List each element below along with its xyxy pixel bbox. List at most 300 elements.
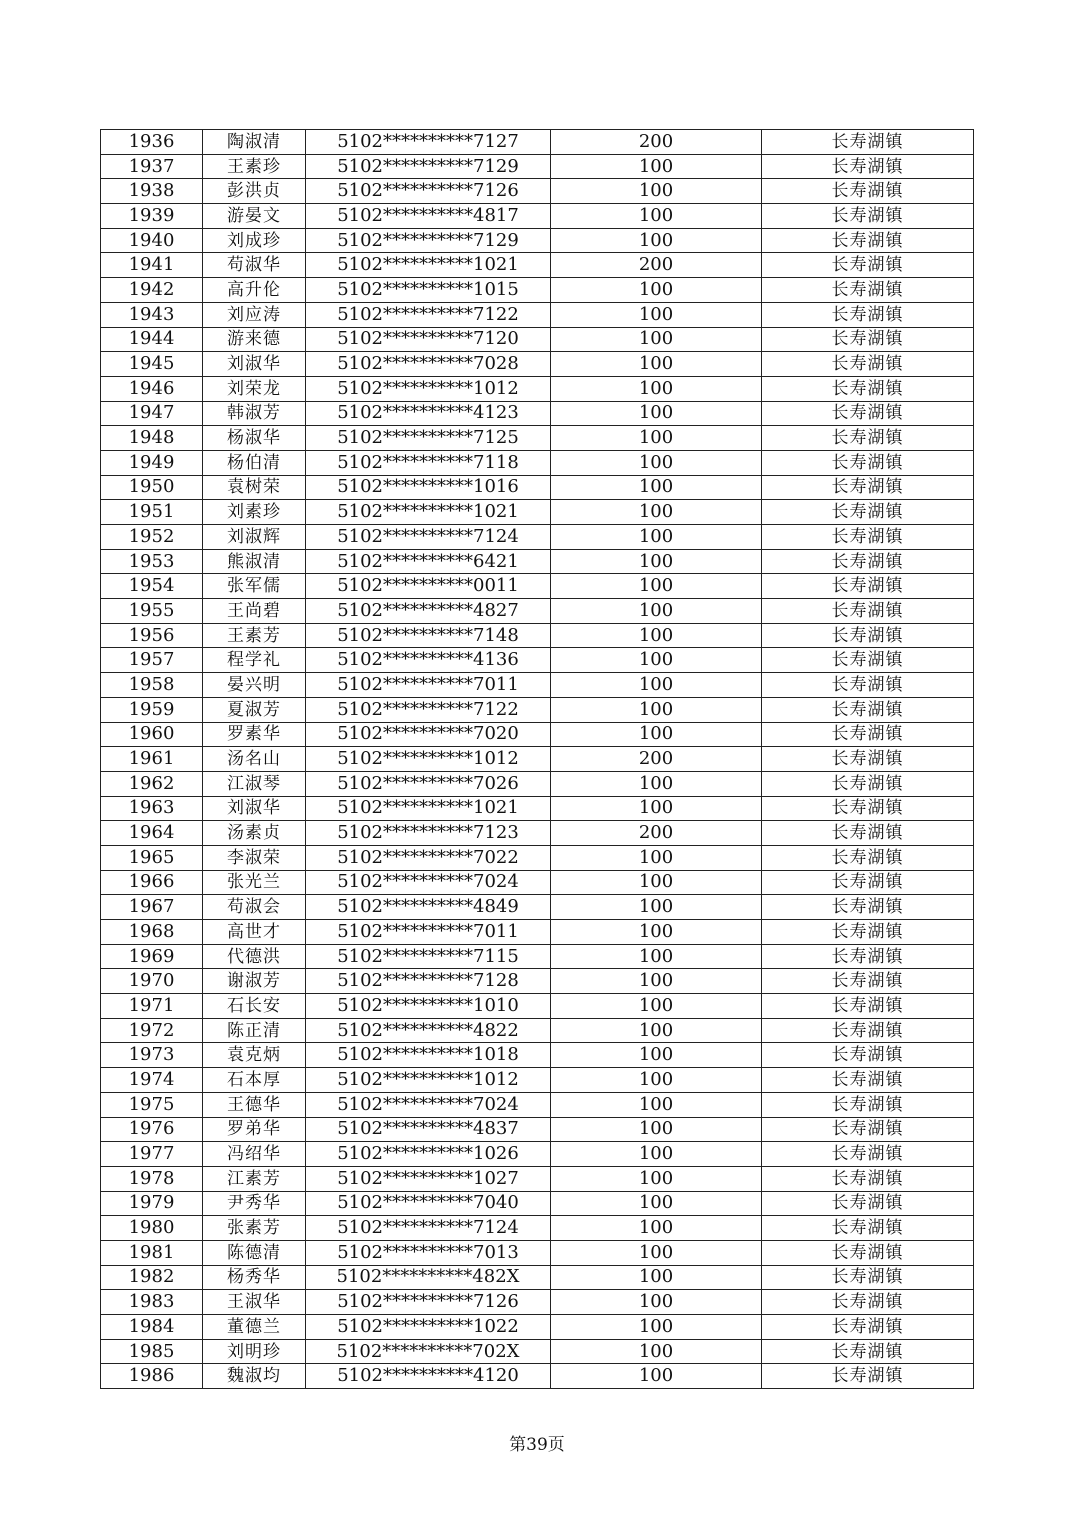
name-cell: 刘荣龙 [203, 376, 306, 401]
name-cell: 刘淑华 [203, 352, 306, 377]
name-cell: 张素芳 [203, 1216, 306, 1241]
table-row [101, 450, 974, 475]
id-number-cell: 5102**********4136 [306, 648, 551, 673]
name-cell: 程学礼 [203, 648, 306, 673]
row-number-cell: 1974 [101, 1068, 203, 1093]
id-number-cell: 5102**********702X [306, 1339, 551, 1364]
table-row [101, 426, 974, 451]
roster-table-body [101, 130, 974, 1389]
row-number-cell: 1977 [101, 1142, 203, 1167]
table-row [101, 302, 974, 327]
town-cell: 长寿湖镇 [762, 1364, 974, 1389]
amount-cell: 100 [551, 969, 762, 994]
town-cell: 长寿湖镇 [762, 450, 974, 475]
amount-cell: 100 [551, 278, 762, 303]
row-number-cell: 1940 [101, 228, 203, 253]
id-number-cell: 5102**********7122 [306, 697, 551, 722]
name-cell: 李淑荣 [203, 845, 306, 870]
name-cell: 王素珍 [203, 154, 306, 179]
amount-cell: 100 [551, 1290, 762, 1315]
town-cell: 长寿湖镇 [762, 1018, 974, 1043]
id-number-cell: 5102**********4849 [306, 895, 551, 920]
row-number-cell: 1963 [101, 796, 203, 821]
table-row [101, 204, 974, 229]
table-row [101, 1191, 974, 1216]
town-cell: 长寿湖镇 [762, 1043, 974, 1068]
amount-cell: 100 [551, 648, 762, 673]
town-cell: 长寿湖镇 [762, 179, 974, 204]
amount-cell: 100 [551, 1240, 762, 1265]
name-cell: 苟淑会 [203, 895, 306, 920]
table-row [101, 920, 974, 945]
town-cell: 长寿湖镇 [762, 771, 974, 796]
id-number-cell: 5102**********482X [306, 1265, 551, 1290]
town-cell: 长寿湖镇 [762, 204, 974, 229]
table-row [101, 969, 974, 994]
row-number-cell: 1979 [101, 1191, 203, 1216]
name-cell: 杨淑华 [203, 426, 306, 451]
row-number-cell: 1981 [101, 1240, 203, 1265]
id-number-cell: 5102**********4822 [306, 1018, 551, 1043]
row-number-cell: 1941 [101, 253, 203, 278]
row-number-cell: 1951 [101, 500, 203, 525]
id-number-cell: 5102**********7013 [306, 1240, 551, 1265]
name-cell: 夏淑芳 [203, 697, 306, 722]
table-row [101, 1117, 974, 1142]
amount-cell: 100 [551, 401, 762, 426]
town-cell: 长寿湖镇 [762, 1191, 974, 1216]
table-row [101, 895, 974, 920]
name-cell: 代德洪 [203, 944, 306, 969]
row-number-cell: 1975 [101, 1092, 203, 1117]
id-number-cell: 5102**********7126 [306, 1290, 551, 1315]
amount-cell: 100 [551, 1092, 762, 1117]
row-number-cell: 1980 [101, 1216, 203, 1241]
id-number-cell: 5102**********4827 [306, 599, 551, 624]
town-cell: 长寿湖镇 [762, 747, 974, 772]
amount-cell: 100 [551, 1166, 762, 1191]
id-number-cell: 5102**********1022 [306, 1315, 551, 1340]
amount-cell: 200 [551, 253, 762, 278]
town-cell: 长寿湖镇 [762, 599, 974, 624]
name-cell: 汤素贞 [203, 821, 306, 846]
town-cell: 长寿湖镇 [762, 796, 974, 821]
id-number-cell: 5102**********7022 [306, 845, 551, 870]
row-number-cell: 1986 [101, 1364, 203, 1389]
amount-cell: 100 [551, 1117, 762, 1142]
id-number-cell: 5102**********1021 [306, 253, 551, 278]
row-number-cell: 1948 [101, 426, 203, 451]
row-number-cell: 1949 [101, 450, 203, 475]
row-number-cell: 1971 [101, 994, 203, 1019]
amount-cell: 100 [551, 1315, 762, 1340]
table-row [101, 673, 974, 698]
town-cell: 长寿湖镇 [762, 870, 974, 895]
table-row [101, 475, 974, 500]
row-number-cell: 1966 [101, 870, 203, 895]
town-cell: 长寿湖镇 [762, 1166, 974, 1191]
amount-cell: 100 [551, 302, 762, 327]
town-cell: 长寿湖镇 [762, 228, 974, 253]
table-row [101, 574, 974, 599]
row-number-cell: 1968 [101, 920, 203, 945]
table-row [101, 549, 974, 574]
town-cell: 长寿湖镇 [762, 352, 974, 377]
id-number-cell: 5102**********7129 [306, 228, 551, 253]
id-number-cell: 5102**********7026 [306, 771, 551, 796]
amount-cell: 100 [551, 1339, 762, 1364]
town-cell: 长寿湖镇 [762, 130, 974, 155]
town-cell: 长寿湖镇 [762, 994, 974, 1019]
row-number-cell: 1985 [101, 1339, 203, 1364]
table-row [101, 154, 974, 179]
name-cell: 谢淑芳 [203, 969, 306, 994]
table-row [101, 525, 974, 550]
town-cell: 长寿湖镇 [762, 549, 974, 574]
row-number-cell: 1964 [101, 821, 203, 846]
town-cell: 长寿湖镇 [762, 821, 974, 846]
id-number-cell: 5102**********1021 [306, 500, 551, 525]
id-number-cell: 5102**********7123 [306, 821, 551, 846]
amount-cell: 100 [551, 994, 762, 1019]
row-number-cell: 1939 [101, 204, 203, 229]
amount-cell: 100 [551, 179, 762, 204]
row-number-cell: 1938 [101, 179, 203, 204]
name-cell: 杨伯清 [203, 450, 306, 475]
amount-cell: 100 [551, 1191, 762, 1216]
id-number-cell: 5102**********7011 [306, 920, 551, 945]
town-cell: 长寿湖镇 [762, 574, 974, 599]
row-number-cell: 1936 [101, 130, 203, 155]
table-row [101, 870, 974, 895]
name-cell: 刘应涛 [203, 302, 306, 327]
row-number-cell: 1984 [101, 1315, 203, 1340]
town-cell: 长寿湖镇 [762, 1240, 974, 1265]
town-cell: 长寿湖镇 [762, 895, 974, 920]
town-cell: 长寿湖镇 [762, 376, 974, 401]
table-row [101, 376, 974, 401]
town-cell: 长寿湖镇 [762, 1216, 974, 1241]
amount-cell: 100 [551, 771, 762, 796]
row-number-cell: 1950 [101, 475, 203, 500]
row-number-cell: 1956 [101, 623, 203, 648]
row-number-cell: 1947 [101, 401, 203, 426]
town-cell: 长寿湖镇 [762, 1092, 974, 1117]
row-number-cell: 1976 [101, 1117, 203, 1142]
amount-cell: 100 [551, 549, 762, 574]
amount-cell: 100 [551, 204, 762, 229]
row-number-cell: 1962 [101, 771, 203, 796]
town-cell: 长寿湖镇 [762, 697, 974, 722]
amount-cell: 100 [551, 154, 762, 179]
id-number-cell: 5102**********7011 [306, 673, 551, 698]
town-cell: 长寿湖镇 [762, 302, 974, 327]
town-cell: 长寿湖镇 [762, 1117, 974, 1142]
table-row [101, 1364, 974, 1389]
name-cell: 尹秀华 [203, 1191, 306, 1216]
row-number-cell: 1952 [101, 525, 203, 550]
amount-cell: 100 [551, 1018, 762, 1043]
amount-cell: 100 [551, 1216, 762, 1241]
name-cell: 刘明珍 [203, 1339, 306, 1364]
table-row [101, 1142, 974, 1167]
table-row [101, 1290, 974, 1315]
name-cell: 熊淑清 [203, 549, 306, 574]
table-row [101, 994, 974, 1019]
amount-cell: 200 [551, 821, 762, 846]
row-number-cell: 1953 [101, 549, 203, 574]
name-cell: 陶淑清 [203, 130, 306, 155]
table-row [101, 130, 974, 155]
name-cell: 冯绍华 [203, 1142, 306, 1167]
town-cell: 长寿湖镇 [762, 920, 974, 945]
amount-cell: 100 [551, 376, 762, 401]
name-cell: 王素芳 [203, 623, 306, 648]
name-cell: 石长安 [203, 994, 306, 1019]
name-cell: 彭洪贞 [203, 179, 306, 204]
table-row [101, 352, 974, 377]
table-row [101, 1068, 974, 1093]
table-row [101, 722, 974, 747]
amount-cell: 100 [551, 920, 762, 945]
town-cell: 长寿湖镇 [762, 623, 974, 648]
row-number-cell: 1954 [101, 574, 203, 599]
id-number-cell: 5102**********1015 [306, 278, 551, 303]
name-cell: 高世才 [203, 920, 306, 945]
amount-cell: 100 [551, 500, 762, 525]
town-cell: 长寿湖镇 [762, 1142, 974, 1167]
amount-cell: 100 [551, 1068, 762, 1093]
town-cell: 长寿湖镇 [762, 1315, 974, 1340]
table-row [101, 821, 974, 846]
name-cell: 苟淑华 [203, 253, 306, 278]
amount-cell: 100 [551, 845, 762, 870]
town-cell: 长寿湖镇 [762, 648, 974, 673]
name-cell: 张光兰 [203, 870, 306, 895]
id-number-cell: 5102**********7120 [306, 327, 551, 352]
id-number-cell: 5102**********1012 [306, 376, 551, 401]
id-number-cell: 5102**********7129 [306, 154, 551, 179]
name-cell: 王淑华 [203, 1290, 306, 1315]
table-row [101, 944, 974, 969]
name-cell: 魏淑均 [203, 1364, 306, 1389]
name-cell: 袁克炳 [203, 1043, 306, 1068]
id-number-cell: 5102**********1026 [306, 1142, 551, 1167]
row-number-cell: 1946 [101, 376, 203, 401]
name-cell: 杨秀华 [203, 1265, 306, 1290]
id-number-cell: 5102**********4120 [306, 1364, 551, 1389]
amount-cell: 100 [551, 722, 762, 747]
name-cell: 韩淑芳 [203, 401, 306, 426]
amount-cell: 100 [551, 475, 762, 500]
name-cell: 江素芳 [203, 1166, 306, 1191]
name-cell: 王德华 [203, 1092, 306, 1117]
table-row [101, 278, 974, 303]
row-number-cell: 1967 [101, 895, 203, 920]
amount-cell: 100 [551, 352, 762, 377]
town-cell: 长寿湖镇 [762, 401, 974, 426]
town-cell: 长寿湖镇 [762, 969, 974, 994]
name-cell: 张军儒 [203, 574, 306, 599]
name-cell: 刘素珍 [203, 500, 306, 525]
id-number-cell: 5102**********1021 [306, 796, 551, 821]
id-number-cell: 5102**********7148 [306, 623, 551, 648]
town-cell: 长寿湖镇 [762, 525, 974, 550]
id-number-cell: 5102**********0011 [306, 574, 551, 599]
id-number-cell: 5102**********7024 [306, 1092, 551, 1117]
id-number-cell: 5102**********4817 [306, 204, 551, 229]
row-number-cell: 1969 [101, 944, 203, 969]
table-row [101, 1265, 974, 1290]
id-number-cell: 5102**********1012 [306, 747, 551, 772]
town-cell: 长寿湖镇 [762, 278, 974, 303]
amount-cell: 100 [551, 426, 762, 451]
id-number-cell: 5102**********7040 [306, 1191, 551, 1216]
table-row [101, 1166, 974, 1191]
amount-cell: 100 [551, 673, 762, 698]
id-number-cell: 5102**********7020 [306, 722, 551, 747]
name-cell: 汤名山 [203, 747, 306, 772]
table-row [101, 179, 974, 204]
amount-cell: 100 [551, 623, 762, 648]
id-number-cell: 5102**********7124 [306, 1216, 551, 1241]
id-number-cell: 5102**********1012 [306, 1068, 551, 1093]
row-number-cell: 1944 [101, 327, 203, 352]
name-cell: 袁树荣 [203, 475, 306, 500]
row-number-cell: 1970 [101, 969, 203, 994]
row-number-cell: 1965 [101, 845, 203, 870]
amount-cell: 100 [551, 796, 762, 821]
town-cell: 长寿湖镇 [762, 673, 974, 698]
town-cell: 长寿湖镇 [762, 500, 974, 525]
table-row [101, 327, 974, 352]
amount-cell: 100 [551, 327, 762, 352]
amount-cell: 100 [551, 228, 762, 253]
table-row [101, 228, 974, 253]
town-cell: 长寿湖镇 [762, 1265, 974, 1290]
name-cell: 晏兴明 [203, 673, 306, 698]
table-row [101, 771, 974, 796]
table-row [101, 796, 974, 821]
page-number: 第39页 [509, 1435, 565, 1455]
row-number-cell: 1972 [101, 1018, 203, 1043]
id-number-cell: 5102**********1027 [306, 1166, 551, 1191]
table-row [101, 1018, 974, 1043]
row-number-cell: 1945 [101, 352, 203, 377]
table-row [101, 253, 974, 278]
amount-cell: 100 [551, 574, 762, 599]
name-cell: 王尚碧 [203, 599, 306, 624]
town-cell: 长寿湖镇 [762, 426, 974, 451]
name-cell: 高升伦 [203, 278, 306, 303]
name-cell: 董德兰 [203, 1315, 306, 1340]
table-row [101, 697, 974, 722]
roster-table [100, 129, 974, 1389]
name-cell: 刘淑辉 [203, 525, 306, 550]
row-number-cell: 1978 [101, 1166, 203, 1191]
name-cell: 陈正清 [203, 1018, 306, 1043]
name-cell: 江淑琴 [203, 771, 306, 796]
amount-cell: 200 [551, 130, 762, 155]
id-number-cell: 5102**********7127 [306, 130, 551, 155]
table-row [101, 648, 974, 673]
row-number-cell: 1942 [101, 278, 203, 303]
amount-cell: 200 [551, 747, 762, 772]
table-row [101, 1216, 974, 1241]
town-cell: 长寿湖镇 [762, 845, 974, 870]
amount-cell: 100 [551, 895, 762, 920]
id-number-cell: 5102**********7122 [306, 302, 551, 327]
row-number-cell: 1937 [101, 154, 203, 179]
table-row [101, 1240, 974, 1265]
town-cell: 长寿湖镇 [762, 154, 974, 179]
town-cell: 长寿湖镇 [762, 253, 974, 278]
town-cell: 长寿湖镇 [762, 722, 974, 747]
amount-cell: 100 [551, 1142, 762, 1167]
row-number-cell: 1943 [101, 302, 203, 327]
town-cell: 长寿湖镇 [762, 327, 974, 352]
id-number-cell: 5102**********7126 [306, 179, 551, 204]
name-cell: 陈德清 [203, 1240, 306, 1265]
id-number-cell: 5102**********1016 [306, 475, 551, 500]
amount-cell: 100 [551, 1043, 762, 1068]
table-row [101, 747, 974, 772]
id-number-cell: 5102**********7115 [306, 944, 551, 969]
table-row [101, 500, 974, 525]
amount-cell: 100 [551, 525, 762, 550]
table-row [101, 1043, 974, 1068]
town-cell: 长寿湖镇 [762, 475, 974, 500]
amount-cell: 100 [551, 450, 762, 475]
id-number-cell: 5102**********4837 [306, 1117, 551, 1142]
row-number-cell: 1957 [101, 648, 203, 673]
row-number-cell: 1960 [101, 722, 203, 747]
table-row [101, 1315, 974, 1340]
id-number-cell: 5102**********7028 [306, 352, 551, 377]
row-number-cell: 1959 [101, 697, 203, 722]
amount-cell: 100 [551, 1265, 762, 1290]
id-number-cell: 5102**********1018 [306, 1043, 551, 1068]
id-number-cell: 5102**********6421 [306, 549, 551, 574]
name-cell: 刘淑华 [203, 796, 306, 821]
id-number-cell: 5102**********7125 [306, 426, 551, 451]
name-cell: 刘成珍 [203, 228, 306, 253]
table-row [101, 1092, 974, 1117]
row-number-cell: 1982 [101, 1265, 203, 1290]
amount-cell: 100 [551, 870, 762, 895]
amount-cell: 100 [551, 1364, 762, 1389]
row-number-cell: 1983 [101, 1290, 203, 1315]
town-cell: 长寿湖镇 [762, 1290, 974, 1315]
name-cell: 游来德 [203, 327, 306, 352]
id-number-cell: 5102**********1010 [306, 994, 551, 1019]
name-cell: 罗弟华 [203, 1117, 306, 1142]
id-number-cell: 5102**********7024 [306, 870, 551, 895]
row-number-cell: 1961 [101, 747, 203, 772]
town-cell: 长寿湖镇 [762, 1339, 974, 1364]
id-number-cell: 5102**********7128 [306, 969, 551, 994]
name-cell: 石本厚 [203, 1068, 306, 1093]
table-row [101, 623, 974, 648]
town-cell: 长寿湖镇 [762, 944, 974, 969]
table-row [101, 845, 974, 870]
name-cell: 罗素华 [203, 722, 306, 747]
amount-cell: 100 [551, 944, 762, 969]
id-number-cell: 5102**********7124 [306, 525, 551, 550]
id-number-cell: 5102**********7118 [306, 450, 551, 475]
town-cell: 长寿湖镇 [762, 1068, 974, 1093]
amount-cell: 100 [551, 697, 762, 722]
